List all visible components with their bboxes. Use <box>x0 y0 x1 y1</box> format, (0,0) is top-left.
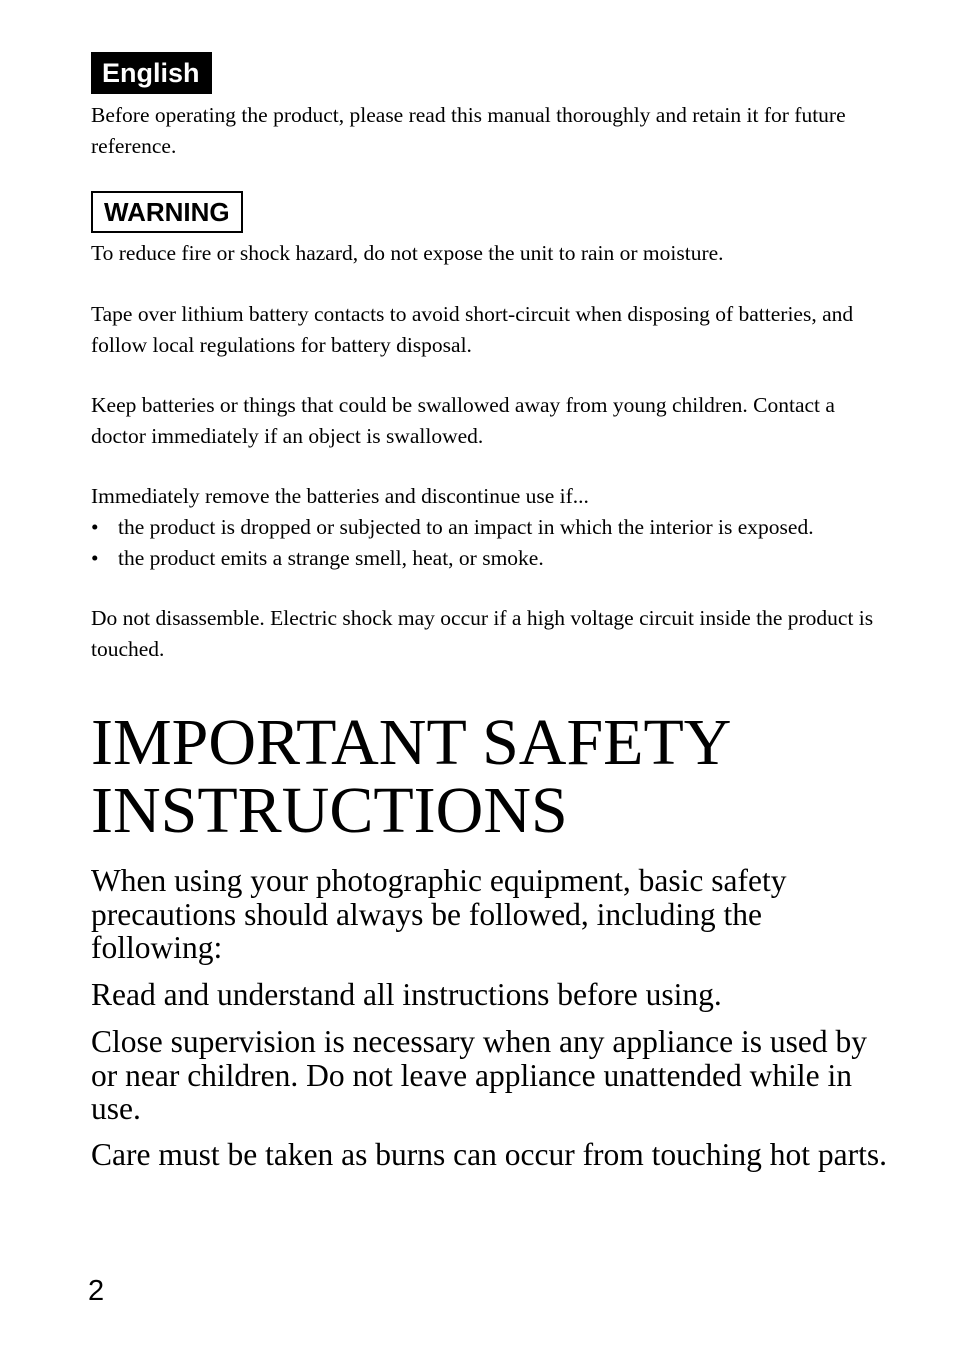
safety-instructions-title: IMPORTANT SAFETY INSTRUCTIONS <box>91 706 729 847</box>
language-tag: English <box>91 52 212 94</box>
warning-bullet-list <box>91 512 901 573</box>
warning-battery-disposal-paragraph: Tape over lithium battery contacts to avoid short-circuit when disposing of batteries, and follow local regulations for battery disposal. <box>91 302 854 357</box>
warning-label: WARNING <box>91 191 243 233</box>
bullet-text: the product emits a strange smell, heat, or smoke. <box>118 545 544 570</box>
list-item <box>91 512 901 543</box>
bullet-text: the product is dropped or subjected to an impact in which the interior is exposed. <box>118 515 814 539</box>
page-number: 2 <box>88 1275 105 1307</box>
warning-swallow-paragraph: Keep batteries or things that could be swallowed away from young children. Contact a doctor immediately if an object is swallowed. <box>91 393 835 448</box>
intro-paragraph: Before operating the product, please read this manual thoroughly and retain it for future reference. <box>91 103 846 158</box>
bullet-mark: • <box>91 545 99 570</box>
safety-burns-paragraph: Care must be taken as burns can occur from touching hot parts. <box>91 1137 888 1172</box>
warning-disassemble-paragraph: Do not disassemble. Electric shock may occur if a high voltage circuit inside the product is touched. <box>91 606 874 661</box>
list-item <box>91 543 901 574</box>
safety-intro-paragraph: When using your photographic equipment, basic safety precautions should always be followed, including the following: <box>91 863 787 965</box>
warning-moisture-paragraph: To reduce fire or shock hazard, do not expose the unit to rain or moisture. <box>91 241 724 265</box>
safety-supervision-paragraph: Close supervision is necessary when any appliance is used by or near children. Do not leave appliance unattended while in use. <box>91 1024 867 1126</box>
warning-remove-batteries-paragraph: Immediately remove the batteries and discontinue use if... <box>91 484 589 508</box>
bullet-mark: • <box>91 515 99 539</box>
safety-read-paragraph: Read and understand all instructions before using. <box>91 977 722 1012</box>
